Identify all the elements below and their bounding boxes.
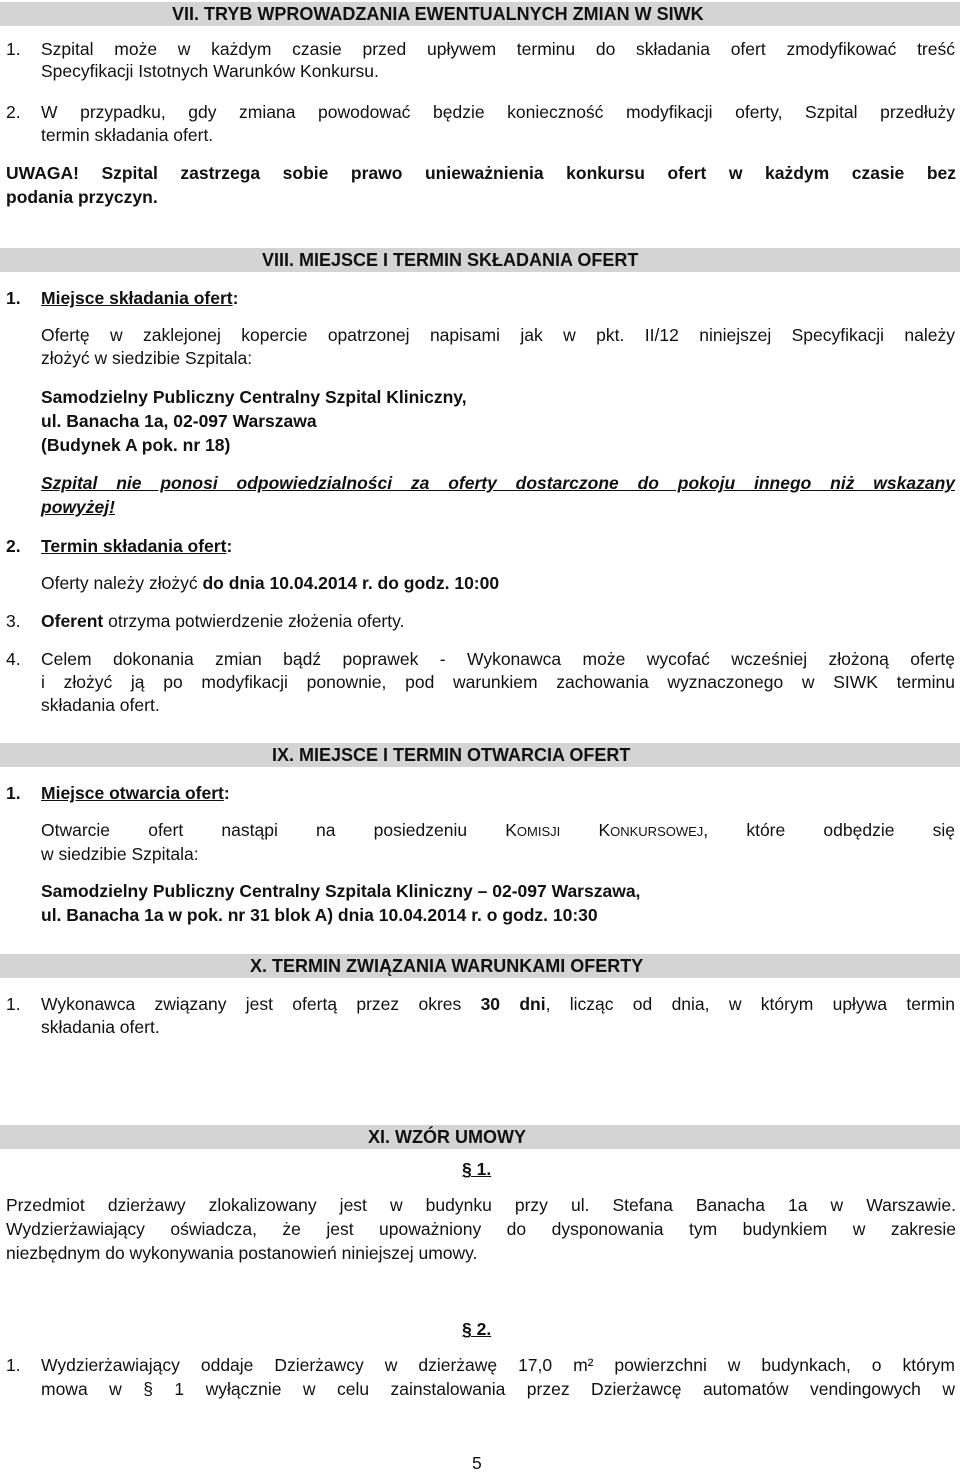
warning-line: UWAGA! Szpital zastrzega sobie prawo unieważnienia konkursu ofert w każdym czasie bez	[6, 163, 956, 183]
paragraph-line: termin składania ofert.	[41, 125, 214, 145]
list-number: 1.	[6, 39, 21, 59]
page-number: 5	[472, 1453, 482, 1473]
paragraph-line: składania ofert.	[41, 695, 160, 715]
paragraph-line: Przedmiot dzierżawy zlokalizowany jest w budynku przy ul. Stefana Banacha 1a w Warszawie.	[6, 1195, 956, 1215]
paragraph-mark: § 1.	[462, 1159, 492, 1179]
note-line: powyżej!	[41, 497, 115, 517]
subsection-label: Termin składania ofert:	[41, 536, 233, 556]
paragraph-line: Specyfikacji Istotnych Warunków Konkursu.	[41, 61, 379, 81]
paragraph-line: składania ofert.	[41, 1017, 160, 1037]
address-line: Samodzielny Publiczny Centralny Szpital Kliniczny,	[41, 387, 467, 407]
deadline-line: Oferty należy złożyć do dnia 10.04.2014 r. do godz. 10:00	[41, 573, 500, 593]
subsection-label: Miejsce otwarcia ofert:	[41, 783, 230, 803]
section-title-xi: XI. WZÓR UMOWY	[368, 1127, 526, 1147]
list-number: 1.	[6, 783, 21, 803]
address-line: ul. Banacha 1a, 02-097 Warszawa	[41, 411, 317, 431]
paragraph-line: Celem dokonania zmian bądź poprawek - Wykonawca może wycofać wcześniej złożoną ofertę	[41, 649, 955, 669]
paragraph-line: Szpital może w każdym czasie przed upływem terminu do składania ofert zmodyfikować treść	[41, 39, 955, 59]
section-title-viii: VIII. MIEJSCE I TERMIN SKŁADANIA OFERT	[262, 250, 639, 270]
list-number: 1.	[6, 288, 21, 308]
list-number: 1.	[6, 1355, 21, 1375]
paragraph-line: mowa w § 1 wyłącznie w celu zainstalowania przez Dzierżawcę automatów vendingowych w	[41, 1379, 955, 1399]
paragraph-line: Oferent otrzyma potwierdzenie złożenia oferty.	[41, 611, 405, 631]
address-line: Samodzielny Publiczny Centralny Szpitala Kliniczny – 02-097 Warszawa,	[41, 881, 641, 901]
paragraph-line: W przypadku, gdy zmiana powodować będzie konieczność modyfikacji oferty, Szpital przedłuży	[41, 102, 955, 122]
paragraph-line: i złożyć ją po modyfikacji ponownie, pod warunkiem zachowania wyznaczonego w SIWK terminu	[41, 672, 955, 692]
paragraph-line: Wykonawca związany jest ofertą przez okres 30 dni, licząc od dnia, w którym upływa termin	[41, 994, 955, 1014]
section-title-vii: VII. TRYB WPROWADZANIA EWENTUALNYCH ZMIAN W SIWK	[172, 4, 704, 24]
list-number: 2.	[6, 536, 21, 556]
list-number: 4.	[6, 649, 21, 669]
address-line: ul. Banacha 1a w pok. nr 31 blok A) dnia 10.04.2014 r. o godz. 10:30	[41, 905, 598, 925]
paragraph-line: złożyć w siedzibie Szpitala:	[41, 348, 253, 368]
warning-line: podania przyczyn.	[6, 187, 158, 207]
list-number: 1.	[6, 994, 21, 1014]
section-title-ix: IX. MIEJSCE I TERMIN OTWARCIA OFERT	[272, 745, 631, 765]
paragraph-mark: § 2.	[462, 1319, 492, 1339]
section-title-x: X. TERMIN ZWIĄZANIA WARUNKAMI OFERTY	[250, 956, 644, 976]
address-line: (Budynek A pok. nr 18)	[41, 435, 231, 455]
list-number: 3.	[6, 611, 21, 631]
paragraph-line: Wydzierżawiający oddaje Dzierżawcy w dzierżawę 17,0 m² powierzchni w budynkach, o którym	[41, 1355, 955, 1375]
paragraph-line: Wydzierżawiający oświadcza, że jest upoważniony do dysponowania tym budynkiem w zakresie	[6, 1219, 956, 1239]
list-number: 2.	[6, 102, 21, 122]
subsection-label: Miejsce składania ofert:	[41, 288, 239, 308]
paragraph-line: niezbędnym do wykonywania postanowień niniejszej umowy.	[6, 1243, 478, 1263]
note-line: Szpital nie ponosi odpowiedzialności za oferty dostarczone do pokoju innego niż wskazany	[41, 473, 955, 493]
paragraph-line: Ofertę w zaklejonej kopercie opatrzonej napisami jak w pkt. II/12 niniejszej Specyfikacji należy	[41, 325, 955, 345]
paragraph-line: Otwarcie ofert nastąpi na posiedzeniu KOMISJI KONKURSOWEJ, które odbędzie się	[41, 820, 955, 840]
paragraph-line: w siedzibie Szpitala:	[41, 844, 199, 864]
